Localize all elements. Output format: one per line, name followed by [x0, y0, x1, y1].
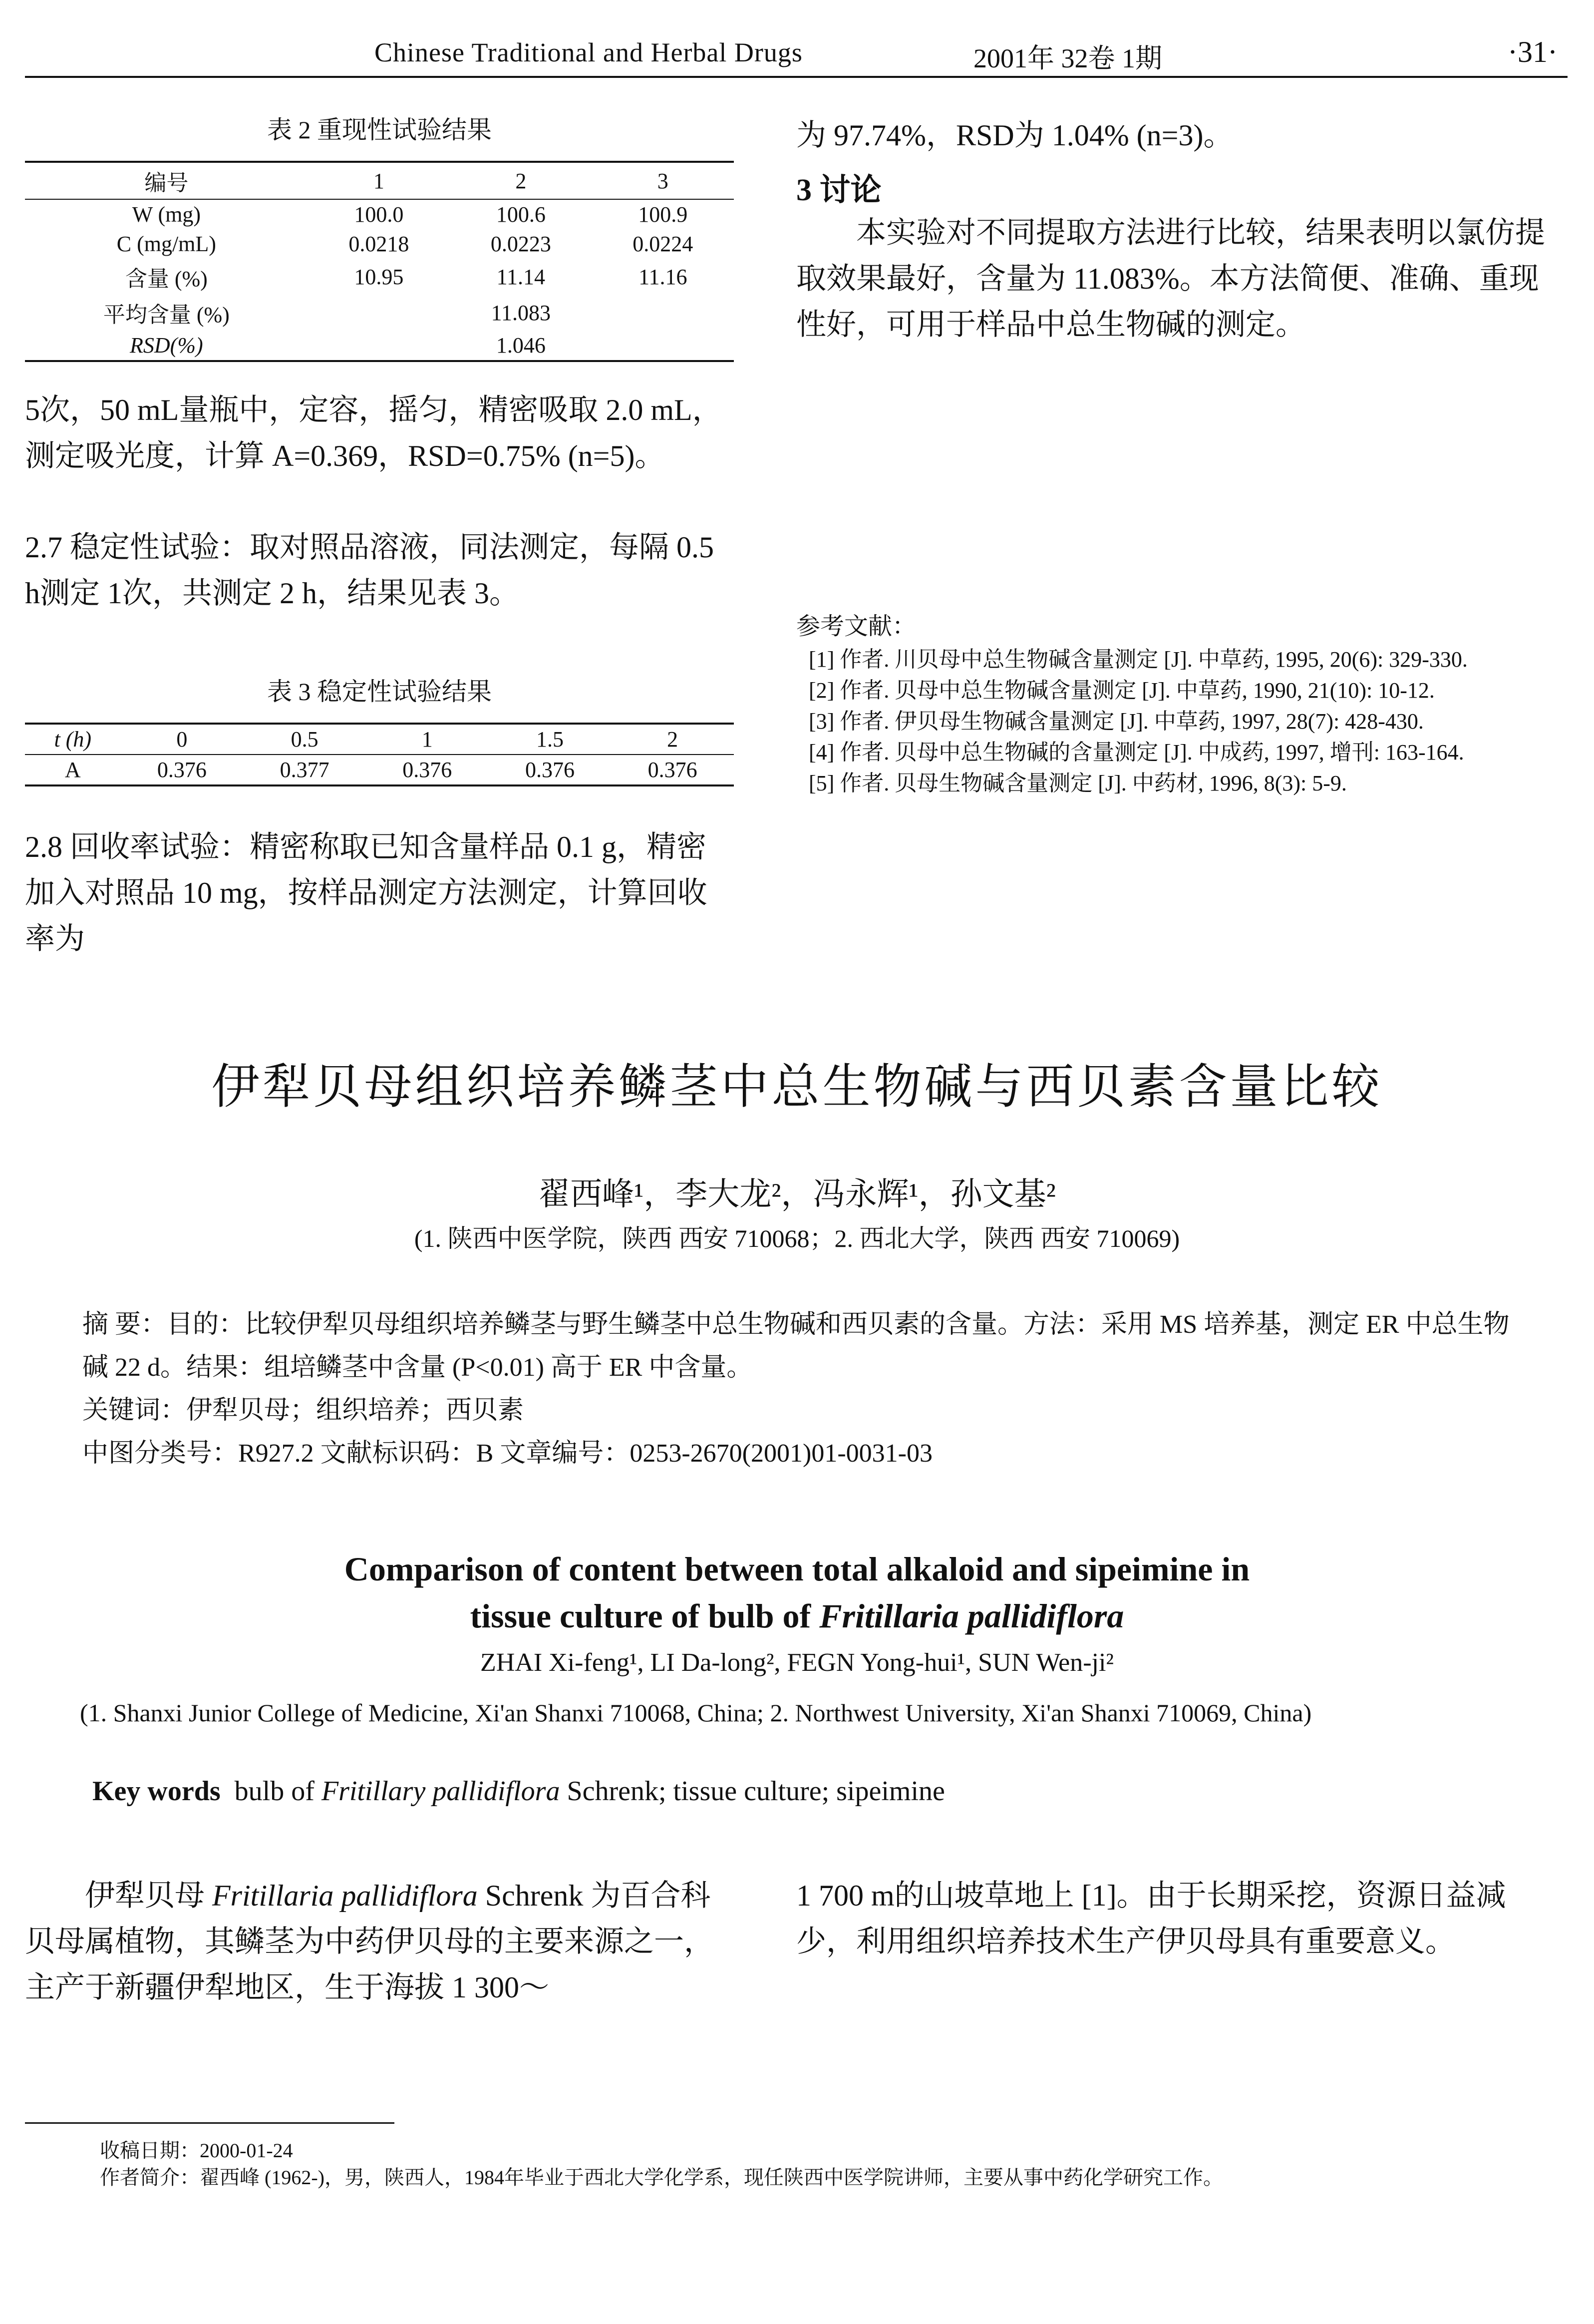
table-cell: 0.0224: [633, 232, 693, 256]
table-cell: 1.046: [496, 333, 546, 358]
reference-list: [809, 644, 1545, 799]
table3-header: 2: [667, 727, 678, 752]
table-row: [25, 259, 734, 295]
table-cell: W (mg): [132, 202, 201, 227]
classification-line: 中图分类号：R927.2 文献标识码：B 文章编号：0253-2670(2001)01-0031-03: [82, 1439, 933, 1468]
table3-block: [25, 672, 734, 786]
references-title: 参考文献：: [796, 613, 917, 640]
table3-header: t (h): [54, 727, 92, 752]
table-cell: 10.95: [354, 264, 404, 289]
page-number: ·31·: [1508, 35, 1558, 68]
table-row: [25, 295, 734, 331]
table-cell: 0.0218: [348, 232, 409, 256]
received-date: 收稿日期：2000-01-24: [100, 2139, 293, 2162]
table-cell: 0.377: [280, 758, 329, 782]
abstract-cn: [82, 1303, 1530, 1475]
footnote-rule: [25, 2122, 394, 2124]
body-right: 1 700 m的山坡草地上 [1]。由于长期采挖，资源日益减少，利用组织培养技术生产伊贝母具有重要意义。: [796, 1879, 1506, 1958]
keywords-label: Key words: [92, 1776, 221, 1807]
table3-header: 0.5: [291, 727, 319, 752]
table-cell: 0.376: [402, 758, 452, 782]
keywords-species: Fritillary pallidiflora: [321, 1776, 560, 1807]
table2-header: 2: [515, 168, 527, 193]
reference-item: [1] 作者. 川贝母中总生物碱含量测定 [J]. 中草药, 1995, 20(6): 329-330.: [809, 647, 1468, 672]
body-left: [25, 1873, 734, 2010]
table-cell: 11.083: [491, 300, 551, 325]
affiliation-en: (1. Shanxi Junior College of Medicine, Xi'an Shanxi 710068, China; 2. Northwest University, Xi'an Shanxi 710069, China): [80, 1699, 1312, 1727]
table2-header: 编号: [144, 171, 189, 195]
table-cell: RSD(%): [130, 333, 203, 358]
issue-info: 2001年 32卷 1期: [973, 43, 1162, 73]
table-cell: 100.6: [496, 202, 546, 227]
table-cell: 0.376: [525, 758, 575, 782]
reference-item: [3] 作者. 伊贝母生物碱含量测定 [J]. 中草药, 1997, 28(7): 428-430.: [809, 709, 1424, 734]
table-cell: 100.9: [638, 202, 688, 227]
reference-item: [2] 作者. 贝母中总生物碱含量测定 [J]. 中草药, 1990, 21(10): 10-12.: [809, 678, 1435, 703]
table2-caption: 表 2 重现性试验结果: [267, 116, 492, 144]
table-row: [25, 331, 734, 361]
table-cell: [308, 295, 450, 331]
journal-name: Chinese Traditional and Herbal Drugs: [374, 37, 803, 67]
keywords-cn: 关键词：伊犁贝母；组织培养；西贝素: [82, 1396, 524, 1425]
table-cell: [592, 295, 734, 331]
table2-header: 1: [373, 168, 384, 193]
table-cell: 0.376: [647, 758, 697, 782]
table-cell: A: [64, 758, 81, 782]
title-en-species: Fritillaria pallidiflora: [819, 1597, 1124, 1635]
authors-cn: 翟西峰¹，李大龙²，冯永辉¹，孙文基²: [538, 1176, 1056, 1212]
body-species: Fritillaria pallidiflora: [212, 1879, 478, 1912]
body-text: Schrenk 为百合科贝母属植物，其鳞茎为中药伊贝母的主要来源之一，主产于新疆伊犁地区，生于海拔 1 300～: [25, 1879, 714, 2004]
section-3-title: 3 讨论: [796, 173, 882, 207]
right-paragraph-top: 为 97.74%，RSD为 1.04% (n=3)。: [796, 119, 1234, 152]
table-cell: 平均含量 (%): [103, 303, 230, 327]
table3-caption: 表 3 稳定性试验结果: [267, 678, 492, 706]
left-paragraph-2: 2.7 稳定性试验：取对照品溶液，同法测定，每隔 0.5 h测定 1次，共测定 2 h，结果见表 3。: [25, 531, 714, 610]
table-row: [25, 199, 734, 229]
table3: [25, 723, 734, 786]
left-paragraph-3: 2.8 回收率试验：精密称取已知含量样品 0.1 g，精密加入对照品 10 mg，按样品测定方法测定，计算回收率为: [25, 830, 707, 955]
table-cell: 100.0: [354, 202, 404, 227]
title-en-line-2: [0, 1592, 1594, 1639]
article-title-cn: 伊犁贝母组织培养鳞茎中总生物碱与西贝素含量比较: [211, 1060, 1383, 1114]
table-cell: [592, 331, 734, 361]
footnote: [100, 2137, 1548, 2191]
table2: [25, 161, 734, 362]
reference-item: [4] 作者. 贝母中总生物碱的含量测定 [J]. 中成药, 1997, 增刊: 163-164.: [809, 740, 1464, 765]
affiliation-cn: (1. 陕西中医学院，陕西 西安 710068；2. 西北大学，陕西 西安 710069): [414, 1224, 1180, 1252]
author-bio: 作者简介：翟西峰 (1962-)，男，陕西人，1984年毕业于西北大学化学系，现任陕西中医学院讲师，主要从事中药化学研究工作。: [100, 2166, 1223, 2189]
title-en-text: tissue culture of bulb of: [470, 1597, 820, 1635]
keywords-en: [92, 1775, 1540, 1807]
table-cell: 11.14: [496, 264, 546, 289]
table3-header: 1.5: [536, 727, 564, 752]
table-cell: C (mg/mL): [116, 232, 216, 256]
table-cell: [308, 331, 450, 361]
table3-header: 0: [176, 727, 188, 752]
body-text: 伊犁贝母: [85, 1879, 212, 1912]
authors-en: ZHAI Xi-feng¹, LI Da-long², FEGN Yong-hui¹, SUN Wen-ji²: [480, 1648, 1114, 1677]
keywords-text: bulb of: [234, 1776, 321, 1807]
abstract-text: 摘 要：目的：比较伊犁贝母组织培养鳞茎与野生鳞茎中总生物碱和西贝素的含量。方法：采用 MS 培养基，测定 ER 中总生物碱 22 d。结果：组培鳞茎中含量 (P<0.01) 高于 ER 中含量。: [82, 1310, 1510, 1382]
reference-item: [5] 作者. 贝母生物碱含量测定 [J]. 中药材, 1996, 8(3): 5-9.: [809, 771, 1347, 795]
table3-header: 1: [421, 727, 433, 752]
table-cell: 0.376: [157, 758, 207, 782]
table-row: [25, 755, 734, 785]
article-title-en: [0, 1546, 1594, 1639]
left-paragraph-1: 5次，50 mL量瓶中，定容，摇匀，精密吸取 2.0 mL，测定吸光度，计算 A=0.369，RSD=0.75% (n=5)。: [25, 393, 722, 472]
table2-header: 3: [657, 168, 668, 193]
keywords-text: Schrenk; tissue culture; sipeimine: [560, 1776, 945, 1807]
table-cell: 含量 (%): [125, 267, 208, 291]
table2-block: [25, 110, 734, 362]
table-row: [25, 229, 734, 259]
running-header: [25, 30, 1568, 78]
right-paragraph-1: 本实验对不同提取方法进行比较，结果表明以氯仿提取效果最好，含量为 11.083%。本方法简便、准确、重现性好，可用于样品中总生物碱的测定。: [796, 216, 1545, 341]
table-cell: 0.0223: [490, 232, 551, 256]
title-en-line-1: Comparison of content between total alkaloid and sipeimine in: [344, 1550, 1250, 1588]
table-cell: 11.16: [638, 264, 687, 289]
